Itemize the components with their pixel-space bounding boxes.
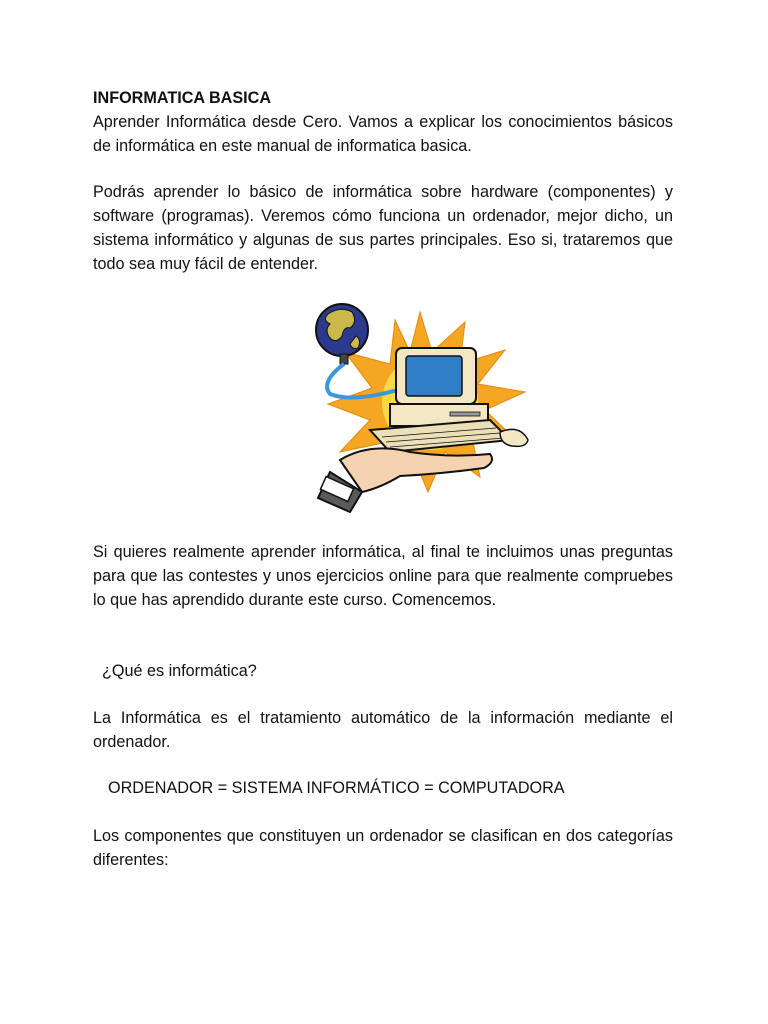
hand-icon [318,448,492,512]
hardware-software-paragraph: Podrás aprender lo básico de informática sobre hardware (componentes) y software (programas). Veremos cómo funciona un ordenador, mejor dicho, un sistema informático y algunas de sus partes principales. Eso si, trataremos que todo sea muy fácil de entender. [93,183,673,273]
globe-icon [316,304,368,364]
online-exercises-paragraph: Si quieres realmente aprender informática, al final te incluimos unas preguntas para que las contestes y unos ejercicios online para que realmente compruebes lo que has aprendido durante este curso. Comencemos. [93,543,673,609]
equation-line: ORDENADOR = SISTEMA INFORMÁTICO = COMPUTADORA [108,779,565,797]
components-paragraph: Los componentes que constituyen un ordenador se clasifican en dos categorías diferentes: [93,827,673,869]
intro-paragraph [93,86,673,158]
computer-globe-illustration [300,292,540,514]
definition-paragraph: La Informática es el tratamiento automático de la información mediante el ordenador. [93,709,673,751]
question-heading: ¿Qué es informática? [102,662,257,680]
intro-text: Aprender Informática desde Cero. Vamos a explicar los conocimientos básicos de informática en este manual de informatica basica. [93,113,673,155]
document-title: INFORMATICA BASICA [93,89,272,107]
mouse-icon [500,429,528,446]
